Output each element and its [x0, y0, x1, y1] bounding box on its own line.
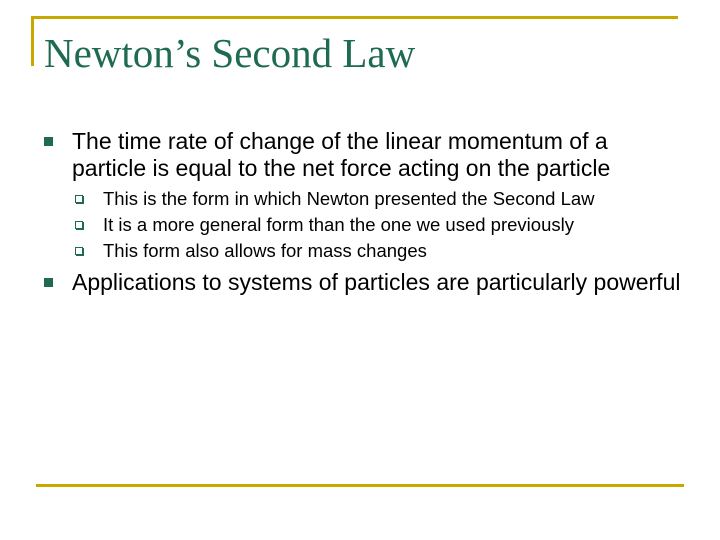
left-border-line: [31, 16, 34, 66]
hollow-square-bullet-icon: [75, 195, 83, 203]
sub-bullet-text: It is a more general form than the one we used previously: [103, 214, 574, 235]
hollow-square-bullet-icon: [75, 221, 83, 229]
sub-bullet-item: [72, 189, 684, 209]
top-border-line: [34, 16, 678, 19]
sub-bullet-item: [72, 241, 684, 261]
slide-title: Newton’s Second Law: [44, 30, 416, 76]
hollow-square-bullet-icon: [75, 247, 83, 255]
bullet-item: [44, 269, 684, 296]
square-bullet-icon: [44, 278, 53, 287]
bullet-text: Applications to systems of particles are particularly powerful: [72, 269, 681, 295]
sub-bullet-text: This form also allows for mass changes: [103, 240, 427, 261]
bullet-list: [44, 128, 684, 304]
sub-bullet-text: This is the form in which Newton presented the Second Law: [103, 188, 595, 209]
square-bullet-icon: [44, 137, 53, 146]
sub-bullet-item: [72, 215, 684, 235]
bottom-border-line: [36, 484, 684, 487]
bullet-text: The time rate of change of the linear momentum of a particle is equal to the net force acting on the particle: [72, 128, 611, 181]
bullet-item: [44, 128, 684, 261]
sub-bullet-list: [72, 189, 684, 261]
